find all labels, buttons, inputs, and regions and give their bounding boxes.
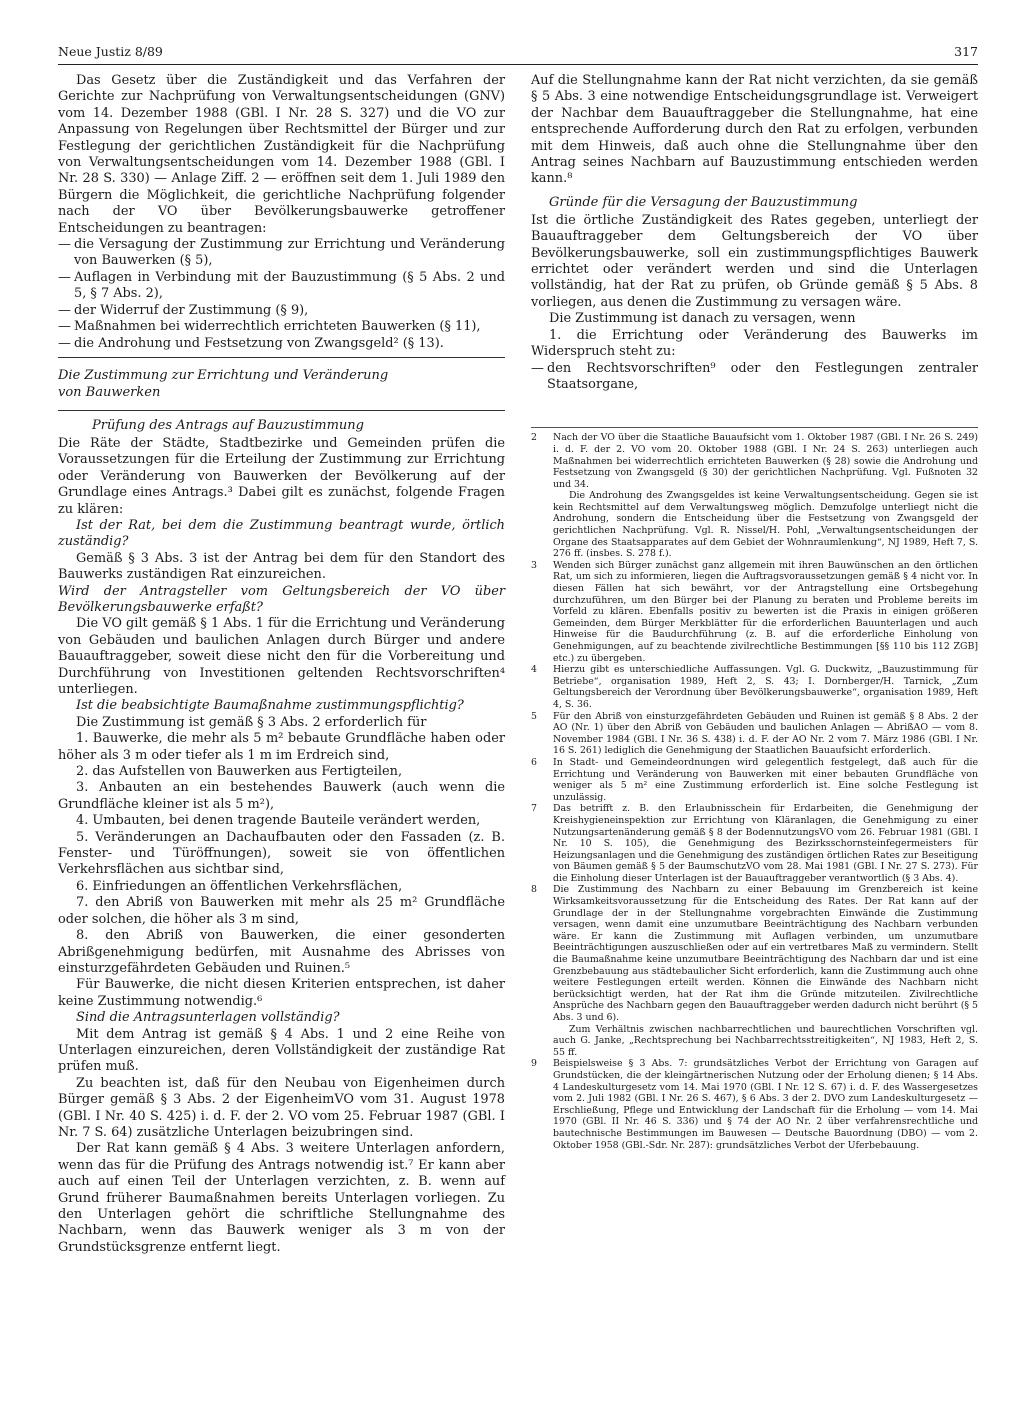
footnotes xyxy=(531,432,978,1151)
numbered-item: 1. Bauwerke, die mehr als 5 m² bebaute Grundfläche haben oder höher als 3 m oder tiefer als 1 m im Erdreich sind, xyxy=(58,731,505,763)
footnote: 3 Wenden sich Bürger zunächst ganz allgemein mit ihren Bauwünschen an den örtlichen Rat, um sich zu informieren, liegen die Auftragsvoraussetzungen gemäß § 4 nicht vor. In diesen Fällen hat sich bewährt, vor der Antragstellung eine Ortsbegehung durchzuführen, um den Bürger bei der Planung zu beraten und Probleme bereits im Vorfeld zu klären. Ebenfalls positiv zu bewerten ist die Praxis in einigen größeren Gemeinden, dem Bürger Merkblätter für die erforderlichen Bauunterlagen und auch Hinweise für die Baudurchführung (z. B. auf die erforderliche Einholung von Genehmigungen, auf zu beachtende zivilrechtliche Bestimmungen [§§ 110 bis 112 ZGB] etc.) zu übergeben. xyxy=(531,559,978,664)
list-item: — Auflagen in Verbindung mit der Bauzustimmung (§ 5 Abs. 2 und 5, § 7 Abs. 2), xyxy=(58,269,505,302)
paragraph: Die Räte der Städte, Stadtbezirke und Gemeinden prüfen die Voraussetzungen für die Erteilung der Zustimmung zur Errichtung oder Veränderung von Bauwerken der Bevölkerung auf der Grundlage eines Antrags.³ Dabei gilt es zunächst, folgende Fragen zu klären: xyxy=(58,435,505,517)
list-item: — Maßnahmen bei widerrechtlich errichteten Bauwerken (§ 11), xyxy=(58,319,481,335)
question: Sind die Antragsunterlagen vollständig? xyxy=(76,1010,340,1026)
list-item: — die Versagung der Zustimmung zur Errichtung und Veränderung von Bauwerken (§ 5), xyxy=(58,237,505,269)
columns xyxy=(58,73,978,1256)
list-item: — die Androhung und Festsetzung von Zwangsgeld² (§ 13). xyxy=(58,335,444,351)
paragraph: Die Zustimmung ist gemäß § 3 Abs. 2 erforderlich für xyxy=(76,714,427,730)
subsection-title: Prüfung des Antrags auf Bauzustimmung xyxy=(92,417,364,433)
left-column xyxy=(58,73,505,1256)
numbered-item: 5. Veränderungen an Dachaufbauten oder den Fassaden (z. B. Fenster- und Türöffnungen), soweit sie von öffentlichen Verkehrsflächen aus sichtbar sind, xyxy=(58,829,505,878)
footnote: 5 Für den Abriß von einsturzgefährdeten Gebäuden und Ruinen ist gemäß § 8 Abs. 2 der AO (Nr. 1) über den Abriß von Gebäuden und baulichen Anlagen — AbrißAO — vom 8. November 1984 (GBl. I Nr. 36 S. 438) i. d. F. der AO Nr. 2 vom 7. März 1986 (GBl. I Nr. 16 S. 261) lediglich die Genehmigung der Staatlichen Bauaufsicht erforderlich. xyxy=(531,710,978,757)
paragraph: Die VO gilt gemäß § 1 Abs. 1 für die Errichtung und Veränderung von Gebäuden und baulichen Anlagen durch Bürger und andere Bauauftraggeber, soweit diese nicht den für die Vorbereitung und Durchführung von Investitionen geltenden Rechtsvorschriften⁴ unterliegen. xyxy=(58,616,505,697)
paragraph: Gemäß § 3 Abs. 3 ist der Antrag bei dem für den Standort des Bauwerks zuständigen Rat einzureichen. xyxy=(58,550,505,583)
page-number: 317 xyxy=(954,44,978,59)
numbered-item: 1. die Errichtung oder Veränderung des Bauwerks im Widerspruch steht zu: xyxy=(531,327,978,360)
numbered-item: 6. Einfriedungen an öffentlichen Verkehrsflächen, xyxy=(76,878,403,894)
paragraph: Mit dem Antrag ist gemäß § 4 Abs. 1 und 2 eine Reihe von Unterlagen einzureichen, deren Vollständigkeit der zuständige Rat prüfen muß. xyxy=(58,1026,505,1075)
list-item: — den Rechtsvorschriften⁹ oder den Festlegungen zentraler Staatsorgane, xyxy=(531,360,978,392)
numbered-item: 7. den Abriß von Bauwerken mit mehr als 25 m² Grundfläche oder solchen, die höher als 3 m sind, xyxy=(58,895,505,927)
paragraph: Die Zustimmung ist danach zu versagen, wenn xyxy=(549,311,856,327)
footnote: 7 Das betrifft z. B. den Erlaubnisschein für Erdarbeiten, die Genehmigung der Kreishygieneinspektion zur Errichtung von Kläranlagen, die Genehmigung zu einer Nutzungsartenänderung gemäß § 8 der BodennutzungsVO vom 26. Februar 1981 (GBl. I Nr. 10 S. 105), die Genehmigung des Bezirksschornsteinfegermeisters für Heizungsanlagen und die Genehmigung des zuständigen örtlichen Rates zur Beseitigung von Bäumen gemäß § 5 der BaumschutzVO vom 28. Mai 1981 (GBl. I Nr. 27 S. 273). Für die Einholung dieser Unterlagen ist der Bauauftraggeber verantwortlich (§ 3 Abs. 4). xyxy=(531,803,978,884)
page xyxy=(58,44,978,1256)
footnote-continuation: Zum Verhältnis zwischen nachbarrechtlichen und baurechtlichen Vorschriften vgl. auch G. Janke, „Rechtsprechung bei Nachbarrechtsstreitigkeiten“, NJ 1983, Heft 2, S. 55 ff. xyxy=(553,1023,978,1058)
footnote: 9 Beispielsweise § 3 Abs. 7: grundsätzliches Verbot der Errichtung von Garagen auf Grundstücken, die der kleingärtnerischen Nutzung oder der Erholung dienen; § 14 Abs. 4 Landeskulturgesetz vom 14. Mai 1970 (GBl. I Nr. 12 S. 67) i. d. F. des Wassergesetzes vom 2. Juli 1982 (GBl. I Nr. 26 S. 467), § 6 Abs. 3 der 2. DVO zum Landeskulturgesetz — Erschließung, Pflege und Entwicklung der Landschaft für die Erholung — vom 14. Mai 1970 (GBl. II Nr. 46 S. 336) und § 74 der AO Nr. 2 über verfahrensrechtliche und bautechnische Bestimmungen im Bauwesen — Deutsche Bauordnung (DBO) — vom 2. Oktober 1958 (GBl.-Sdr. Nr. 287): grundsätzliches Verbot der Uferbebauung. xyxy=(531,1058,978,1151)
divider xyxy=(58,357,505,358)
decision-list xyxy=(58,237,505,352)
paragraph: Zu beachten ist, daß für den Neubau von Eigenheimen durch Bürger gemäß § 3 Abs. 2 der EigenheimVO vom 31. August 1978 (GBl. I Nr. 40 S. 425) i. d. F. der 2. VO vom 25. Februar 1987 (GBl. I Nr. 7 S. 64) zusätzliche Unterlagen beizubringen sind. xyxy=(58,1075,505,1140)
numbered-item: 3. Anbauten an ein bestehendes Bauwerk (auch wenn die Grundfläche kleiner ist als 5 m²), xyxy=(58,780,505,812)
footnote: 4 Hierzu gibt es unterschiedliche Auffassungen. Vgl. G. Duckwitz, „Bauzustimmung für Betriebe“, organisation 1989, Heft 2, S. 43; I. Dornberger/H. Tarnick, „Zum Geltungsbereich der Verordnung über Bevölkerungsbauwerke“, organisation 1989, Heft 4, S. 36. xyxy=(531,664,978,710)
paragraph: Ist die örtliche Zuständigkeit des Rates gegeben, unterliegt der Bauauftraggeber dem Geltungsbereich der VO über Bevölkerungsbauwerke, soll ein zustimmungspflichtiges Bauwerk errichtet oder verändert werden und sind die Unterlagen vollständig, hat der Rat zu prüfen, ob Gründe gemäß § 5 Abs. 8 vorliegen, aus denen die Zustimmung zu versagen wäre. xyxy=(531,212,978,310)
question: Ist die beabsichtigte Baumaßnahme zustimmungspflichtig? xyxy=(76,698,464,714)
divider xyxy=(58,410,505,411)
footnote-divider xyxy=(531,427,978,428)
footnote: 8 Die Zustimmung des Nachbarn zu einer Bebauung im Grenzbereich ist keine Wirksamkeitsvoraussetzung für die Entscheidung des Rates. Der Rat kann auf der Grundlage der in der Stellungnahme vorgebrachten Einwände die Zustimmung versagen, wenn damit eine unzumutbare Beeinträchtigung des Nachbarn verbunden wäre. Er kann die Zustimmung mit Auflagen verbinden, um unzumutbare Beeinträchtigungen auszuschließen oder auf ein vertretbares Maß zu vermindern. Stellt die Baumaßnahme keine unzumutbare Beeinträchtigung des Nachbarn dar und ist eine Grenzbebauung aus städtebaulicher Sicht erforderlich, kann die Zustimmung auch ohne weitere Festlegungen erteilt werden. Können die Einwände des Nachbarn nicht berücksichtigt werden, hat der Rat ihm die Gründe mitzuteilen. Zivilrechtliche Ansprüche des Nachbarn gegen den Bauauftraggeber werden dadurch nicht berührt (§ 5 Abs. 3 und 6). xyxy=(531,884,978,1023)
footnote: 6 In Stadt- und Gemeindeordnungen wird gelegentlich festgelegt, daß auch für die Errichtung und Veränderung von Bauwerken mit einer bebauten Grundfläche von weniger als 5 m² eine Zustimmung erforderlich ist. Eine solche Festlegung ist unzulässig. xyxy=(531,756,978,803)
numbered-item: 2. das Aufstellen von Bauwerken aus Fertigteilen, xyxy=(76,764,403,780)
footnote: 2 Nach der VO über die Staatliche Bauaufsicht vom 1. Oktober 1987 (GBl. I Nr. 26 S. 249) i. d. F. der 2. VO vom 20. Oktober 1988 (GBl. I Nr. 24 S. 263) unterliegen auch Maßnahmen bei widerrechtlich errichteten Bauwerken (§ 28) sowie die Androhung und Festsetzung von Zwangsgeld (§ 30) der gerichtlichen Nachprüfung. Vgl. Fußnoten 32 und 34. xyxy=(531,432,978,490)
paragraph: Für Bauwerke, die nicht diesen Kriterien entsprechen, ist daher keine Zustimmung notwendig.⁶ xyxy=(58,977,505,1009)
journal-issue: Neue Justiz 8/89 xyxy=(58,44,163,59)
footnote-continuation: Die Androhung des Zwangsgeldes ist keine Verwaltungsentscheidung. Gegen sie ist kein Rechtsmittel auf dem Verwaltungsweg möglich. Demzufolge unterliegt nicht die Androhung, sondern die Entscheidung über die Festsetzung von Zwangsgeld der gerichtlichen Nachprüfung. Vgl. R. Nissel/H. Pohl, „Verwaltungsentscheidungen der Organe des Staatsapparates auf dem Gebiet der Wohnraumlenkung“, NJ 1989, Heft 7, S. 276 ff. (insbes. S. 278 f.). xyxy=(553,490,978,560)
running-head xyxy=(58,44,978,65)
paragraph: Der Rat kann gemäß § 4 Abs. 3 weitere Unterlagen anfordern, wenn das für die Prüfung des Antrags notwendig ist.⁷ Er kann aber auch auf einen Teil der Unterlagen verzichten, z. B. wenn auf Grund früherer Baumaßnahmen bereits Unterlagen vorliegen. Zu den Unterlagen gehört die schriftliche Stellungnahme des Nachbarn, wenn das Bauwerk weniger als 3 m von der Grundstücksgrenze entfernt liegt. xyxy=(58,1141,505,1255)
section-title: Die Zustimmung zur Errichtung und Veränderung von Bauwerken xyxy=(58,367,389,400)
paragraph: Auf die Stellungnahme kann der Rat nicht verzichten, da sie gemäß § 5 Abs. 3 eine notwendige Entscheidungsgrundlage ist. Verweigert der Nachbar dem Bauauftraggeber die Stellungnahme, hat eine entsprechende Aufforderung durch den Rat zu erfolgen, verbunden mit dem Hinweis, daß auch ohne die Stellungnahme über den Antrag seines Nachbarn auf Bauzustimmung entschieden werden kann.⁸ xyxy=(531,73,978,187)
right-column xyxy=(531,73,978,1256)
subsection-title: Gründe für die Versagung der Bauzustimmung xyxy=(549,194,858,210)
question: Ist der Rat, bei dem die Zustimmung beantragt wurde, örtlich zuständig? xyxy=(58,517,505,550)
intro-paragraph: Das Gesetz über die Zuständigkeit und das Verfahren der Gerichte zur Nachprüfung von Verwaltungsentscheidungen (GNV) vom 14. Dezember 1988 (GBl. I Nr. 28 S. 327) und die VO zur Anpassung von Regelungen über Rechtsmittel der Bürger und zur Festlegung der gerichtlichen Zuständigkeit für die Nachprüfung von Verwaltungsentscheidungen vom 14. Dezember 1988 (GBl. I Nr. 28 S. 330) — Anlage Ziff. 2 — eröffnen seit dem 1. Juli 1989 den Bürgern die Möglichkeit, die gerichtliche Nachprüfung folgender nach der VO über Bevölkerungsbauwerke getroffener Entscheidungen zu beantragen: xyxy=(58,73,505,236)
question: Wird der Antragsteller vom Geltungsbereich der VO über Bevölkerungsbauwerke erfaßt? xyxy=(58,583,505,615)
list-item: — der Widerruf der Zustimmung (§ 9), xyxy=(58,302,309,318)
numbered-item: 4. Umbauten, bei denen tragende Bauteile verändert werden, xyxy=(76,813,481,829)
numbered-item: 8. den Abriß von Bauwerken, die einer gesonderten Abrißgenehmigung bedürfen, mit Ausnahme des Abrisses von einsturzgefährdeten Gebäuden und Ruinen.⁵ xyxy=(58,928,505,976)
